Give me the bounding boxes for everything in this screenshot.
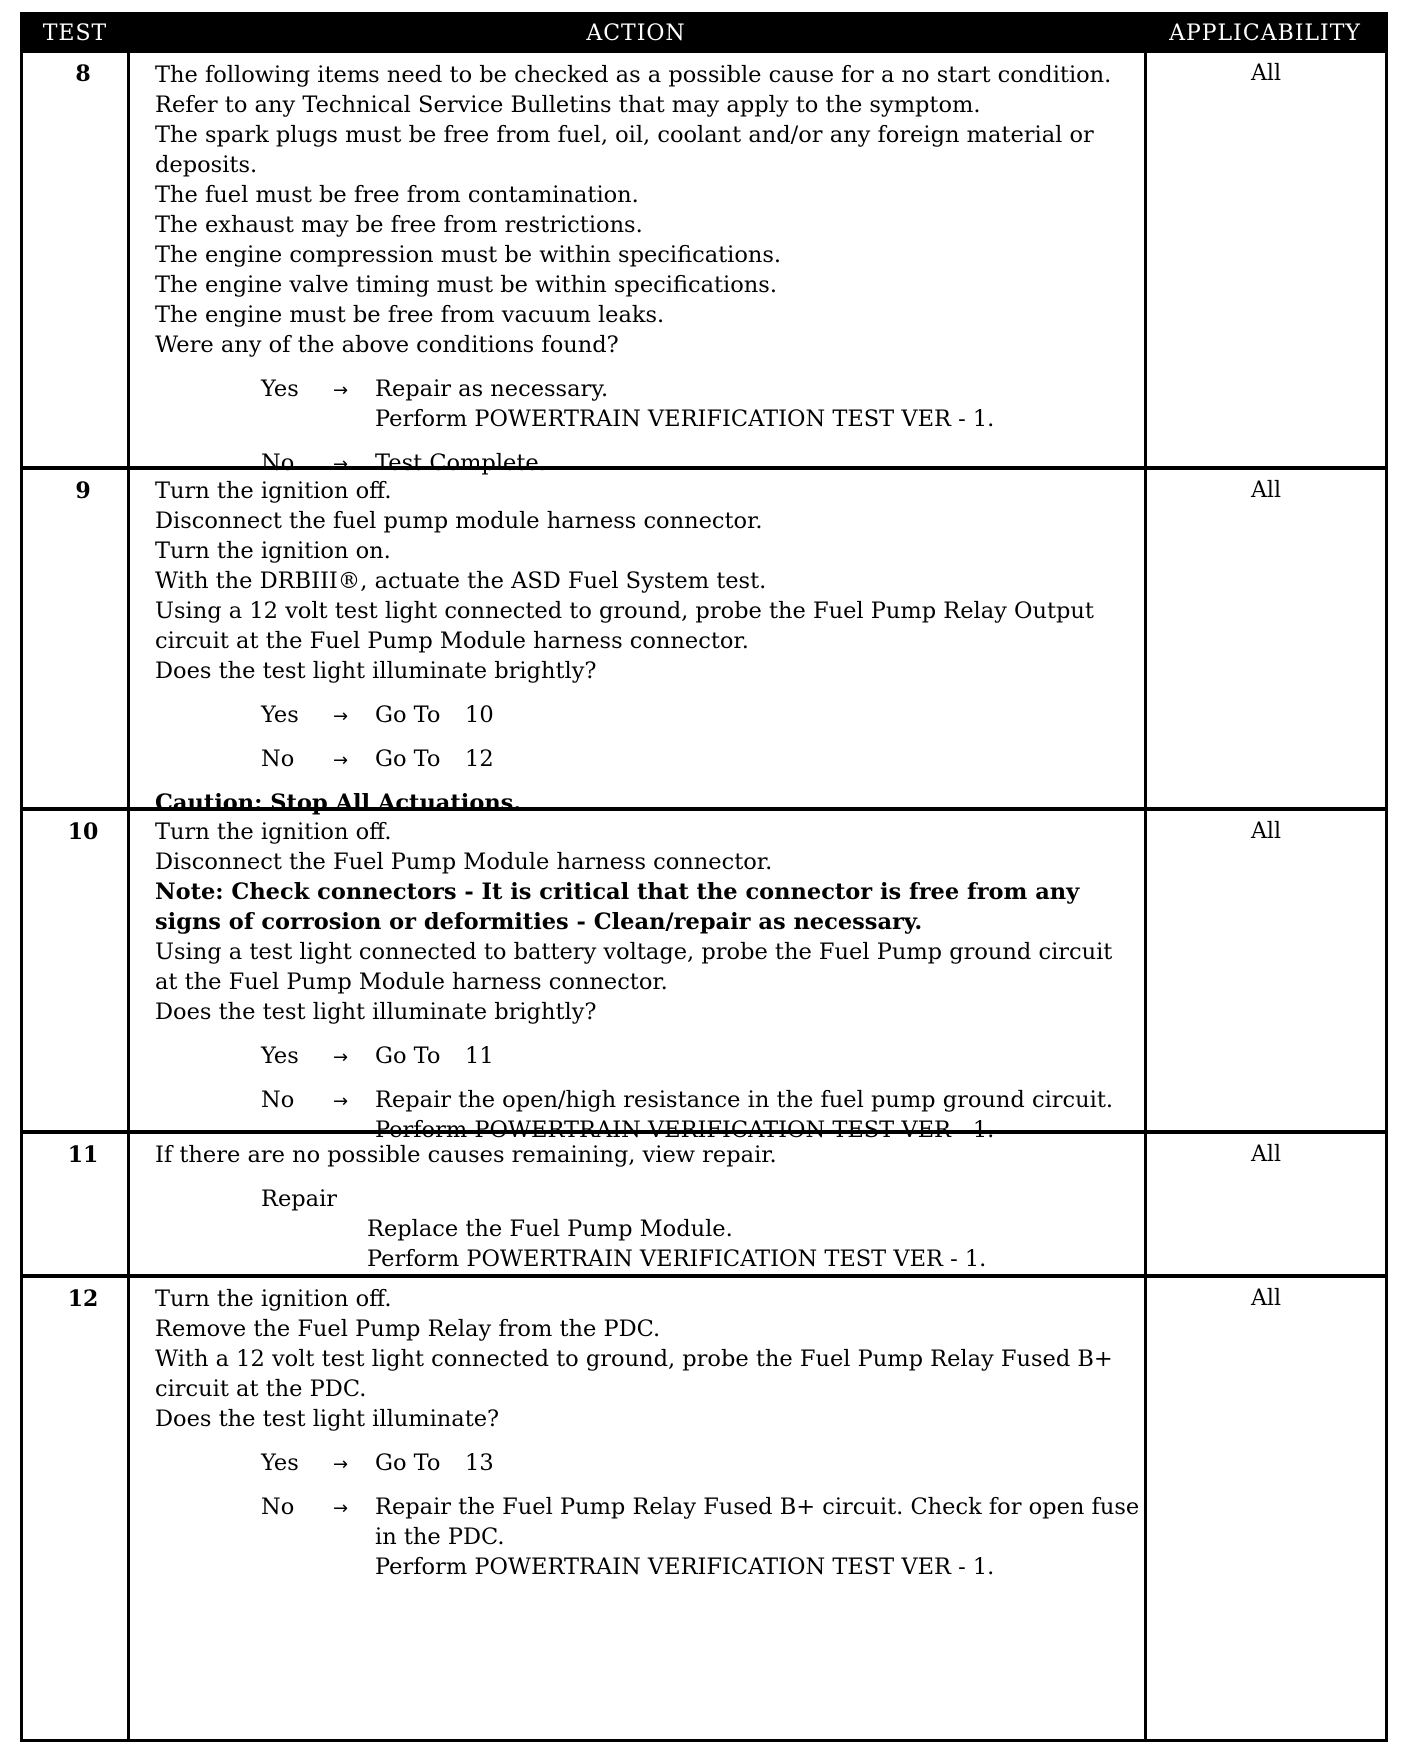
no-branch (155, 448, 1145, 478)
note-text: Note: Check connectors - It is critical that the connector is free from any (155, 879, 1080, 905)
repair-label: Repair (261, 1186, 338, 1212)
no-branch (155, 1085, 1145, 1115)
caution-text: Caution: Stop All Actuations. (155, 790, 522, 816)
applicability-value: All (1251, 1286, 1281, 1311)
branch-text: Repair the Fuel Pump Relay Fused B+ circuit. Check for open fuse (375, 1494, 1140, 1520)
arrow-icon: → (333, 1091, 349, 1112)
action-line: The engine must be free from vacuum leaks. (155, 302, 665, 328)
no-branch (155, 744, 1145, 774)
branch-text: Repair as necessary. (375, 376, 609, 402)
action-line: circuit at the Fuel Pump Module harness connector. (155, 628, 749, 654)
goto-number: 10 (465, 702, 494, 728)
arrow-icon: → (333, 1047, 349, 1068)
action-line: at the Fuel Pump Module harness connector. (155, 969, 668, 995)
applicability-value: All (1251, 478, 1281, 503)
no-label: No (261, 746, 295, 772)
test-number: 8 (75, 61, 91, 87)
action-cell (155, 60, 1145, 478)
header-action: ACTION (127, 15, 1145, 53)
action-line: deposits. (155, 152, 258, 178)
arrow-icon: → (333, 454, 349, 475)
goto-number: 11 (465, 1043, 494, 1069)
action-line: Using a 12 volt test light connected to ground, probe the Fuel Pump Relay Output (155, 598, 1094, 624)
repair-line: Replace the Fuel Pump Module. (367, 1216, 733, 1242)
action-line: The exhaust may be free from restrictions. (155, 212, 643, 238)
action-line: If there are no possible causes remaining, view repair. (155, 1142, 777, 1168)
action-line: The engine compression must be within specifications. (155, 242, 782, 268)
action-line: Turn the ignition on. (155, 538, 391, 564)
applicability-value: All (1251, 819, 1281, 844)
action-line: With the DRBIII®, actuate the ASD Fuel System test. (155, 568, 767, 594)
no-branch (155, 1492, 1145, 1522)
test-number: 9 (75, 478, 91, 504)
action-cell (155, 1284, 1145, 1582)
yes-label: Yes (261, 376, 299, 402)
row-divider (23, 1274, 1385, 1278)
test-number: 12 (67, 1286, 99, 1312)
applicability-value: All (1251, 61, 1281, 86)
column-divider (127, 15, 130, 1739)
no-label: No (261, 1494, 295, 1520)
action-line: Disconnect the fuel pump module harness connector. (155, 508, 763, 534)
action-line: Turn the ignition off. (155, 819, 392, 845)
action-line: Using a test light connected to battery voltage, probe the Fuel Pump ground circuit (155, 939, 1113, 965)
applicability-value: All (1251, 1142, 1281, 1167)
diagnostic-table (20, 12, 1388, 1742)
action-line: Does the test light illuminate brightly? (155, 999, 597, 1025)
no-label: No (261, 1087, 295, 1113)
goto-text: Go To (375, 746, 441, 772)
action-line: Does the test light illuminate brightly? (155, 658, 597, 684)
branch-continuation: Perform POWERTRAIN VERIFICATION TEST VER - 1. (375, 1554, 995, 1580)
action-cell (155, 817, 1145, 1145)
action-line: The fuel must be free from contamination. (155, 182, 639, 208)
action-line: Does the test light illuminate? (155, 1406, 500, 1432)
yes-branch (155, 374, 1145, 404)
arrow-icon: → (333, 1454, 349, 1475)
branch-text: Repair the open/high resistance in the fuel pump ground circuit. (375, 1087, 1114, 1113)
test-number: 11 (67, 1142, 99, 1168)
action-line: The following items need to be checked as a possible cause for a no start condition. (155, 62, 1112, 88)
action-line: The spark plugs must be free from fuel, oil, coolant and/or any foreign material or (155, 122, 1094, 148)
branch-continuation: Perform POWERTRAIN VERIFICATION TEST VER - 1. (375, 1117, 995, 1143)
branch-text: Test Complete. (375, 450, 546, 476)
arrow-icon: → (333, 706, 349, 727)
goto-text: Go To (375, 702, 441, 728)
goto-text: Go To (375, 1450, 441, 1476)
test-number: 10 (67, 819, 99, 845)
action-line: Turn the ignition off. (155, 1286, 392, 1312)
arrow-icon: → (333, 750, 349, 771)
action-line: With a 12 volt test light connected to ground, probe the Fuel Pump Relay Fused B+ (155, 1346, 1113, 1372)
yes-label: Yes (261, 1043, 299, 1069)
header-applicability: APPLICABILITY (1145, 15, 1385, 53)
arrow-icon: → (333, 1498, 349, 1519)
yes-label: Yes (261, 1450, 299, 1476)
branch-continuation: Perform POWERTRAIN VERIFICATION TEST VER - 1. (375, 406, 995, 432)
action-line: Remove the Fuel Pump Relay from the PDC. (155, 1316, 661, 1342)
note-text: signs of corrosion or deformities - Clean/repair as necessary. (155, 909, 923, 935)
arrow-icon: → (333, 380, 349, 401)
action-line: circuit at the PDC. (155, 1376, 367, 1402)
action-line: Disconnect the Fuel Pump Module harness connector. (155, 849, 773, 875)
goto-text: Go To (375, 1043, 441, 1069)
yes-label: Yes (261, 702, 299, 728)
no-label: No (261, 450, 295, 476)
yes-branch (155, 700, 1145, 730)
action-line: The engine valve timing must be within specifications. (155, 272, 777, 298)
branch-continuation: in the PDC. (375, 1524, 505, 1550)
action-cell (155, 476, 1145, 818)
action-line: Were any of the above conditions found? (155, 332, 619, 358)
yes-branch (155, 1448, 1145, 1478)
yes-branch (155, 1041, 1145, 1071)
goto-number: 12 (465, 746, 494, 772)
action-cell (155, 1140, 1145, 1274)
header-test: TEST (23, 15, 127, 53)
action-line: Turn the ignition off. (155, 478, 392, 504)
action-line: Refer to any Technical Service Bulletins that may apply to the symptom. (155, 92, 981, 118)
goto-number: 13 (465, 1450, 494, 1476)
repair-line: Perform POWERTRAIN VERIFICATION TEST VER - 1. (367, 1246, 987, 1272)
